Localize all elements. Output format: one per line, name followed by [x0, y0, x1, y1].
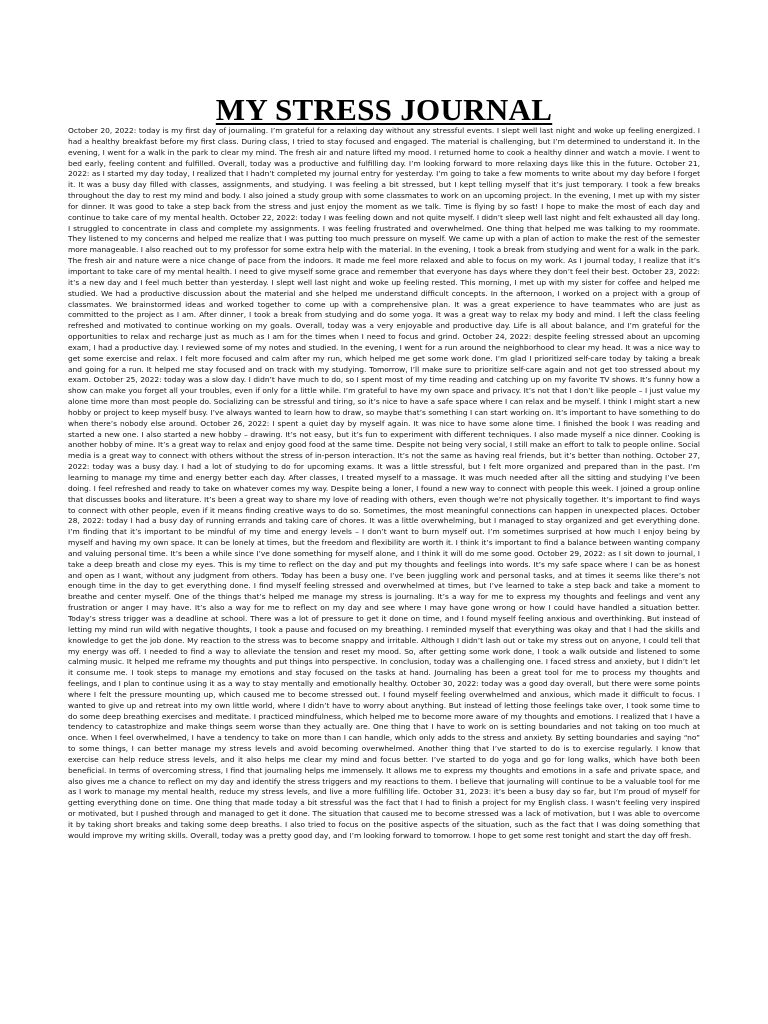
journal-body-text: October 20, 2022: today is my first day of journaling. I’m grateful for a relaxing day without any stressful events. I slept well last night and woke up feeling energized. I had a healthy breakfast before my first class. During class, I tried to stay focused and engaged. The material is challenging, but I’m determined to understand it. In the evening, I went for a walk in the park to clear my mind. The fresh air and nature lifted my mood. I returned home to cook a healthy dinner and watch a movie. I went to bed early, feeling content and fulfilled. Overall, today was a productive and fulfilling day. I’m looking forward to more relaxing days like this in the future. October 21, 2022: as I started my day today, I realized that I hadn’t completed my journal entry for yesterday. I’m going to take a few moments to write about my day before I forget it. It was a busy day filled with classes, assignments, and studying. I was feeling a bit stressed, but I kept telling myself that it’s just temporary. I took a few breaks throughout the day to rest my mind and body. I also joined a study group with some classmates to work on an upcoming project. In the evening, I met up with my sister for dinner. It was good to take a step back from the stress and just enjoy the moment as we talk. Time is flying by so fast! I hope to make the most of each day and continue to take care of my mental health. October 22, 2022: today I was feeling down and not quite myself. I didn’t sleep well last night and felt exhausted all day long. I struggled to concentrate in class and complete my assignments. I was feeling frustrated and overwhelmed. One thing that helped me was talking to my roommate. They listened to my concerns and helped me realize that I was putting too much pressure on myself. We came up with a plan of action to make the rest of the semester more manageable. I also reached out to my professor for some extra help with the material. In the evening, I took a break from studying and went for a walk in the park. The fresh air and nature were a nice change of pace from the indoors. It made me feel more relaxed and able to focus on my work. As I journal today, I realize that it’s important to take care of my mental health. I need to give myself some grace and remember that everyone has days where they don’t feel their best. October 23, 2022: it’s a new day and I feel much better than yesterday. I slept well last night and woke up feeling rested. This morning, I met up with my sister for coffee and helped me studied. We had a productive discussion about the material and she helped me understand difficult concepts. In the afternoon, I worked on a project with a group of classmates. We brainstormed ideas and worked together to come up with a comprehensive plan. It was a great experience to have teammates who are just as committed to the project as I am. After dinner, I took a break from studying and do some yoga. It was a great way to relax my body and mind. I left the class feeling refreshed and motivated to continue working on my goals. Overall, today was a very enjoyable and productive day. Life is all about balance, and I’m grateful for the opportunities to relax and recharge just as much as I am for the times when I need to focus and grind. October 24, 2022: despite feeling stressed about an upcoming exam, I had a productive day. I reviewed some of my notes and studied. In the evening, I went for a run around the neighborhood to clear my head. It was a nice way to get some exercise and relax. I felt more focused and calm after my run, which helped me get some work done. I’m glad I prioritized self-care today by taking a break and going for a run. It helped me stay focused and on track with my studying. Tomorrow, I’ll make sure to prioritize self-care again and not get too stressed about my exam. October 25, 2022: today was a slow day. I didn’t have much to do, so I spent most of my time reading and catching up on my favorite TV shows. It’s funny how a show can make you forget all your troubles, even if only for a little while. I’m grateful to have my own space and privacy. It’s not that I don’t like people – I just value my alone time more than most people do. Socializing can be stressful and tiring, so it’s nice to have a safe space where I can relax and be myself. I think I might start a new hobby or project to keep myself busy. I’ve always wanted to learn how to draw, so maybe that’s something I can start working on. It’s important to have something to do when there’s nobody else around. October 26, 2022: I spent a quiet day by myself again. It was nice to have some alone time. I finished the book I was reading and started a new one. I also started a new hobby – drawing. It’s not easy, but it’s fun to experiment with different techniques. I also made myself a nice dinner. Cooking is another hobby of mine. It’s a great way to relax and enjoy good food at the same time. Despite not being very social, I still make an effort to talk to people online. Social media is a great way to connect with others without the stress of in-person interaction. It’s not the same as having real friends, but it’s better than nothing. October 27, 2022: today was a busy day. I had a lot of studying to do for upcoming exams. It was a little stressful, but I felt more organized and prepared than in the past. I’m learning to manage my time and energy better each day. After classes, I treated myself to a massage. It was much needed after all the sitting and studying I’ve been doing. I feel refreshed and ready to take on whatever comes my way. Despite being a loner, I found a new way to connect with people this week. I joined a group online that discusses books and literature. It’s been a great way to share my love of reading with others, even though we’re not physically together. It’s important to find ways to connect with other people, even if it means finding creative ways to do so. Sometimes, the most meaningful connections can happen in unexpected places. October 28, 2022: today I had a busy day of running errands and taking care of chores. It was a little overwhelming, but I managed to stay organized and get everything done. I’m finding that it’s important to be mindful of my time and energy levels – I don’t want to burn myself out. I’m sometimes surprised at how much I enjoy being by myself and having my own space. It can be lonely at times, but the freedom and flexibility are worth it. I think it’s important to find a balance between wanting company and valuing personal time. It’s been a while since I’ve done something for myself alone, and I think it will do me some good. October 29, 2022: as I sit down to journal, I take a deep breath and close my eyes. This is my time to reflect on the day and put my thoughts and feelings into words. It’s my safe space where I can be as honest and open as I want, without any judgment from others. Today has been a busy one. I’ve been juggling work and personal tasks, and at times it seems like there’s not enough time in the day to get everything done. I find myself feeling stressed and overwhelmed at times, but I’ve learned to take a step back and take a moment to breathe and center myself. One of the things that’s helped me manage my stress is journaling. It’s a way for me to express my thoughts and feelings and vent any frustration or anger I may have. It’s also a way for me to reflect on my day and see where I may have gone wrong or how I could have handled a situation better. Today’s stress trigger was a deadline at school. There was a lot of pressure to get it done on time, and I found myself feeling anxious and overthinking. But instead of letting my mind run wild with negative thoughts, I took a pause and focused on my breathing. I reminded myself that everything was okay and that I had the skills and knowledge to get the job done. My reaction to the stress was to become snappy and irritable. Although I didn’t lash out or take my stress out on anyone, I could tell that my energy was off. I needed to find a way to alleviate the tension and reset my mood. So, after getting some work done, I took a walk outside and listened to some calming music. It helped me reframe my thoughts and put things into perspective. In conclusion, today was a challenging one. I faced stress and anxiety, but I didn’t let it consume me. I took steps to manage my emotions and stay focused on the tasks at hand. Journaling has been a great tool for me to process my thoughts and feelings, and I plan to continue using it as a way to stay mentally and emotionally healthy. October 30, 2022: today was a good day overall, but there were some points where I felt the pressure mounting up, which caused me to become stressed out. I found myself feeling overwhelmed and anxious, which made it difficult to focus. I wanted to give up and retreat into my own little world, where I didn’t have to worry about anything. But instead of letting those feelings take over, I took some time to do some deep breathing exercises and meditate. I practiced mindfulness, which helped me to become more aware of my thoughts and emotions. I realized that I have a tendency to catastrophize and make things seem worse than they actually are. One thing that I have to work on is setting boundaries and not taking on too much at once. When I feel overwhelmed, I have a tendency to take on more than I can handle, which only adds to the stress and anxiety. By setting boundaries and saying “no” to some things, I can better manage my stress levels and avoid becoming overwhelmed. Another thing that I’ve started to do is to exercise regularly. I know that exercise can help reduce stress levels, and it also helps me clear my mind and focus better. I’ve started to do yoga and go for long walks, which have both been beneficial. In terms of overcoming stress, I find that journaling helps me immensely. It allows me to express my thoughts and emotions in a safe and private space, and also gives me a chance to reflect on my day and identify the stress triggers and my reactions to them. I believe that journaling will continue to be a valuable tool for me as I work to manage my mental health, reduce my stress levels, and live a more fulfilling life. October 31, 2023: it’s been a busy day so far, but I’m proud of myself for getting everything done on time. One thing that made today a bit stressful was the fact that I had to finish a project for my English class. I wasn’t feeling very inspired or motivated, but I pushed through and managed to get it done. The situation that caused me to become stressed was a lack of motivation, but I was able to overcome it by taking short breaks and taking some deep breaths. I also tried to focus on the positive aspects of the situation, such as the fact that I was doing something that would improve my writing skills. Overall, today was a pretty good day, and I’m looking forward to tomorrow. I hope to get some rest tonight and start the day off fresh.: [68, 126, 700, 840]
document-title: MY STRESS JOURNAL: [215, 91, 553, 127]
